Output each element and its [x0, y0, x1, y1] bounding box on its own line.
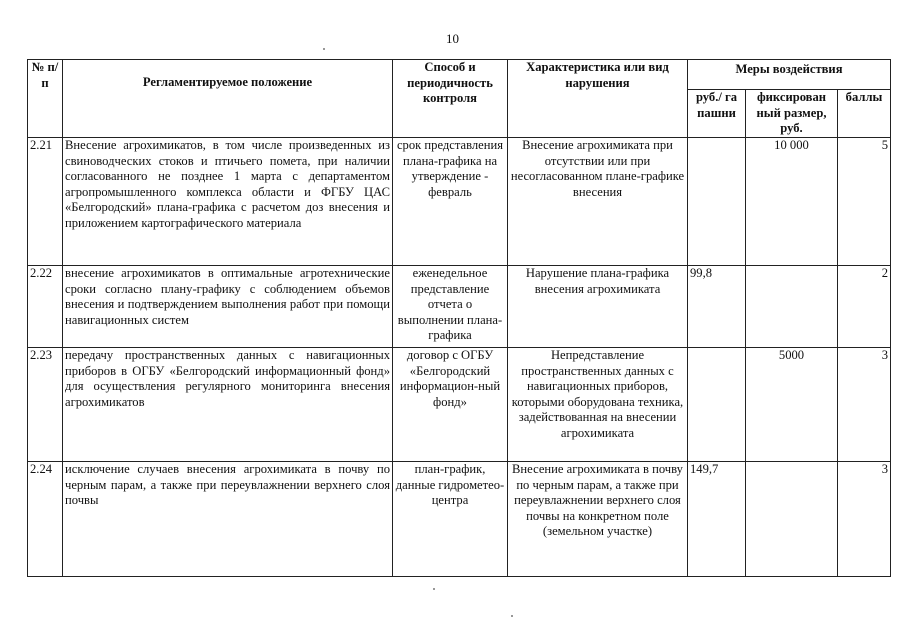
header-fixed: фиксирован ный размер, руб. [746, 90, 838, 138]
row-violation: Непредставление пространственных данных с навигационных приборов, которыми оборудована техника, задействованная на внесении агрохимиката [508, 348, 688, 462]
row-points: 3 [838, 462, 891, 577]
row-num: 2.22 [28, 266, 63, 348]
row-method: договор с ОГБУ «Белгородский информацион-ный фонд» [393, 348, 508, 462]
row-num: 2.23 [28, 348, 63, 462]
header-num: № п/п [28, 60, 63, 138]
header-position: Регламентируемое положение [63, 60, 393, 138]
header-row-top [28, 60, 891, 90]
row-fixed: 5000 [746, 348, 838, 462]
header-measures: Меры воздействия [688, 60, 891, 90]
header-violation: Характеристика или вид нарушения [508, 60, 688, 138]
table-row [28, 138, 891, 266]
row-violation: Нарушение плана-графика внесения агрохимиката [508, 266, 688, 348]
row-rub-per-ha [688, 138, 746, 266]
row-position: Внесение агрохимикатов, в том числе произведенных из свиноводческих стоков и птичьего помета, при наличии согласованного не позднее 1 марта с департаментом агропромышленного комплекса области и ФГБУ ЦАС «Белгородский» плана-графика с расчетом доз внесения и приложением картографического материала [63, 138, 393, 266]
table-row [28, 348, 891, 462]
page-number: 10 [446, 31, 459, 46]
table-row [28, 462, 891, 577]
row-violation: Внесение агрохимиката при отсутствии или при несогласованном плане-графике внесения [508, 138, 688, 266]
row-num: 2.21 [28, 138, 63, 266]
scan-speck [511, 615, 513, 617]
row-position: передачу пространственных данных с навигационных приборов в ОГБУ «Белгородский информационный фонд» для осуществления регулярного мониторинга внесения агрохимикатов [63, 348, 393, 462]
row-fixed [746, 462, 838, 577]
row-rub-per-ha [688, 348, 746, 462]
scan-speck [433, 588, 435, 590]
header-points: баллы [838, 90, 891, 138]
row-rub-per-ha: 99,8 [688, 266, 746, 348]
header-method: Способ и периодичность контроля [393, 60, 508, 138]
row-violation: Внесение агрохимиката в почву по черным парам, а также при переувлажнении верхнего слоя почвы на конкретном поле (земельном участке) [508, 462, 688, 577]
row-method: срок представления плана-графика на утверждение - февраль [393, 138, 508, 266]
row-method: план-график, данные гидрометео-центра [393, 462, 508, 577]
regulation-table [27, 59, 891, 577]
row-fixed [746, 266, 838, 348]
row-points: 3 [838, 348, 891, 462]
row-method: еженедельное представление отчета о выполнении плана-графика [393, 266, 508, 348]
row-points: 2 [838, 266, 891, 348]
row-position: внесение агрохимикатов в оптимальные агротехнические сроки согласно плану-графику с соблюдением объемов внесения и подтверждением выполнения работ при помощи навигационных систем [63, 266, 393, 348]
scan-speck [323, 48, 325, 50]
row-rub-per-ha: 149,7 [688, 462, 746, 577]
row-num: 2.24 [28, 462, 63, 577]
header-rub-per-ha: руб./ га пашни [688, 90, 746, 138]
row-position: исключение случаев внесения агрохимиката в почву по черным парам, а также при переувлажнении верхнего слоя почвы [63, 462, 393, 577]
table-row [28, 266, 891, 348]
row-points: 5 [838, 138, 891, 266]
row-fixed: 10 000 [746, 138, 838, 266]
